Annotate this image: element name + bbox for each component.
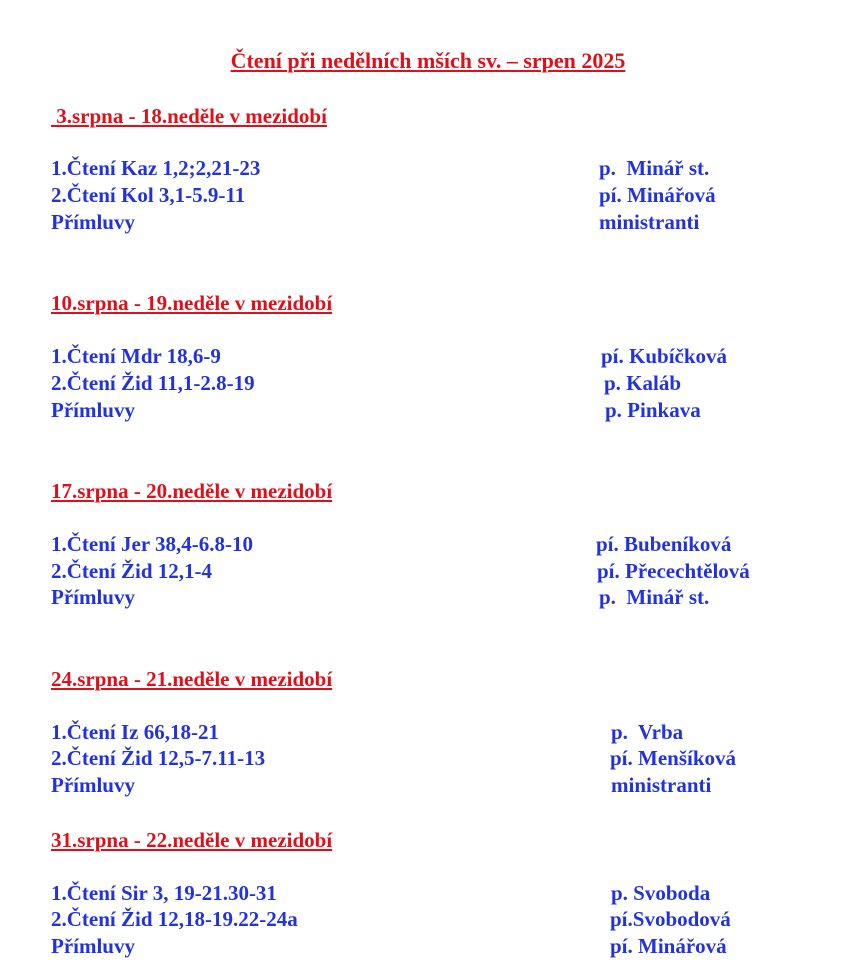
reading-citation: Přímluvy <box>51 934 135 958</box>
reader-name: p. Kaláb <box>604 371 682 395</box>
reader-name: pí. Menšíková <box>610 746 737 770</box>
reader-name: p. Minář st. <box>599 585 710 609</box>
reading-citation: Přímluvy <box>51 585 135 609</box>
reader-name: pí. Bubeníková <box>596 532 732 556</box>
reading-row <box>51 343 831 370</box>
reading-row <box>51 745 831 772</box>
reading-citation: 2.Čtení Žid 11,1-2.8-19 <box>51 371 255 395</box>
reading-citation: Přímluvy <box>51 773 135 797</box>
reading-citation: 2.Čtení Kol 3,1-5.9-11 <box>51 183 246 207</box>
reading-citation: 1.Čtení Jer 38,4-6.8-10 <box>51 532 253 556</box>
sunday-heading: 10.srpna - 19.neděle v mezidobí <box>51 291 333 315</box>
page-title: Čtení při nedělních mších sv. – srpen 2025 <box>230 48 626 73</box>
reader-name: p. Svoboda <box>611 881 711 905</box>
reading-row <box>51 906 831 933</box>
reading-citation: 1.Čtení Iz 66,18-21 <box>51 720 219 744</box>
reading-citation: 2.Čtení Žid 12,1-4 <box>51 559 213 583</box>
reader-name: p. Vrba <box>611 720 684 744</box>
reading-citation: 2.Čtení Žid 12,5-7.11-13 <box>51 746 266 770</box>
reading-row <box>51 397 831 424</box>
reading-row <box>51 719 831 746</box>
sunday-heading: 17.srpna - 20.neděle v mezidobí <box>51 479 333 503</box>
reading-citation: Přímluvy <box>51 210 135 234</box>
reading-row <box>51 531 831 558</box>
reading-row <box>51 209 831 236</box>
reader-name: pí.Svobodová <box>610 907 731 931</box>
reading-citation: 1.Čtení Mdr 18,6-9 <box>51 344 221 368</box>
reader-name: pí. Přecechtělová <box>597 559 750 583</box>
reader-name: pí. Minářová <box>599 183 716 207</box>
reading-row <box>51 772 831 799</box>
reading-row <box>51 933 831 960</box>
reading-row <box>51 370 831 397</box>
reading-row <box>51 880 831 907</box>
reader-name: p. Minář st. <box>599 156 710 180</box>
sunday-heading: 3.srpna - 18.neděle v mezidobí <box>51 104 327 128</box>
reader-name: ministranti <box>611 773 712 797</box>
sunday-heading: 24.srpna - 21.neděle v mezidobí <box>51 667 333 691</box>
reading-citation: Přímluvy <box>51 398 135 422</box>
reading-row <box>51 155 831 182</box>
reader-name: ministranti <box>599 210 700 234</box>
reading-citation: 1.Čtení Sir 3, 19-21.30-31 <box>51 881 277 905</box>
reading-row <box>51 182 831 209</box>
reading-row <box>51 558 831 585</box>
reader-name: pí. Minářová <box>610 934 727 958</box>
reading-row <box>51 584 831 611</box>
sunday-heading: 31.srpna - 22.neděle v mezidobí <box>51 828 333 852</box>
reader-name: p. Pinkava <box>605 398 701 422</box>
reading-citation: 2.Čtení Žid 12,18-19.22-24a <box>51 907 298 931</box>
reading-citation: 1.Čtení Kaz 1,2;2,21-23 <box>51 156 261 180</box>
reader-name: pí. Kubíčková <box>601 344 728 368</box>
